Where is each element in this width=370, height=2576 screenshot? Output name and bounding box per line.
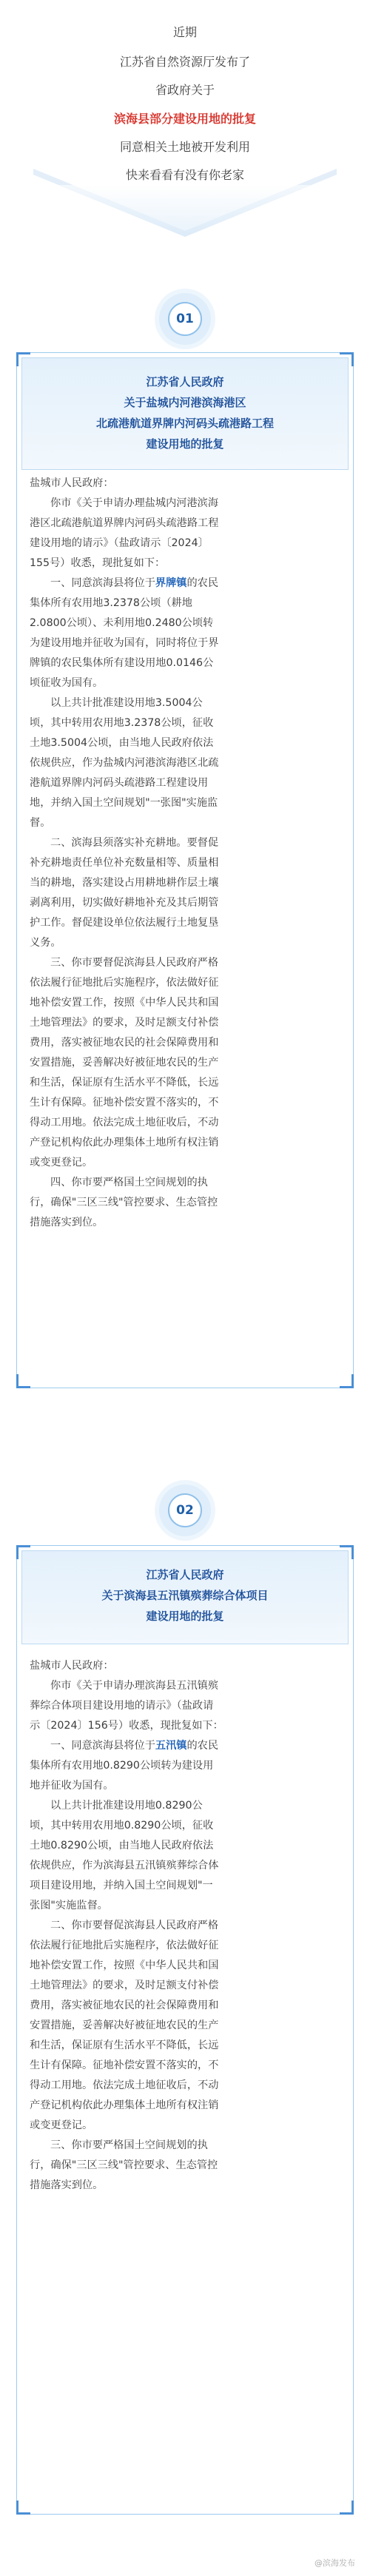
paragraph-line: 行，确保"三区三线"管控要求、生态管控 [30,2159,218,2171]
section-2-title-line: 关于滨海县五汛镇殡葬综合体项目 [101,1589,269,1602]
paragraph-line: 二、滨海县须落实补充耕地。要督促 [50,837,219,849]
paragraph-line: 土地管理法》的要求，及时足额支付补偿 [30,1980,219,1991]
paragraph-line: 155号）收悉，现批复如下： [30,557,166,569]
paragraph-line: 建设用地的请示》（盐政请示〔2024〕 [30,537,209,549]
intro-line-2: 江苏省自然资源厅发布了 [119,55,250,69]
paragraph-line: 剥离利用，切实做好耕地补充及其后期管 [30,897,219,909]
paragraph-line: 督。 [30,817,51,829]
paragraph-line: 依法履行征地批后实施程序，依法做好征 [30,977,219,989]
paragraph-line: 措施落实到位。 [30,1217,104,1228]
paragraph-line: 集体所有农用地3.2378公顷（耕地 [30,597,192,609]
paragraph-line: 集体所有农用地0.8290公顷转为建设用 [30,1760,214,1772]
section-2-title-line: 建设用地的批复 [146,1610,224,1623]
paragraph-line: 土地0.8290公顷，由当地人民政府依法 [30,1840,214,1852]
paragraph-line: 费用，落实被征地农民的社会保障费用和 [30,2000,219,2011]
paragraph-line: 地补偿安置工作，按照《中华人民共和国 [30,1960,219,1971]
paragraph-line: 或变更登记。 [30,1157,93,1168]
paragraph-line: 以上共计批准建设用地3.5004公 [50,697,203,709]
paragraph-line: 葬综合体项目建设用地的请示》（盐政请 [30,1700,214,1712]
section-2-title-line: 江苏省人民政府 [146,1568,224,1581]
paragraph-line: 2.0800公顷）、未利用地0.2480公顷转 [30,617,214,629]
paragraph-line: 义务。 [30,937,61,949]
paragraph-line: 安置措施，妥善解决好被征地农民的生产 [30,2020,219,2031]
footer-watermark: @滨海发布 [314,2558,355,2568]
paragraph-line: 一、同意滨海县将位于五汛镇的农民 [50,1740,219,1752]
paragraph-line: 港区北疏港航道界牌内河码头疏港路工程 [30,517,219,529]
paragraph-line: 措施落实到位。 [30,2179,104,2191]
salutation: 盐城市人民政府： [30,477,114,489]
paragraph-line: 四、你市要严格国土空间规划的执 [50,1177,208,1188]
paragraph-line: 当的耕地，落实建设占用耕地耕作层土壤 [30,877,219,889]
intro-line-6: 快来看看有没有你老家 [125,168,244,182]
paragraph-line: 地，并纳入国土空间规划"一张图"实施监 [30,797,218,809]
paragraph-line: 费用，落实被征地农民的社会保障费用和 [30,1037,219,1049]
intro-highlight-line: 滨海县部分建设用地的批复 [113,112,256,126]
paragraph-line: 行，确保"三区三线"管控要求、生态管控 [30,1197,218,1208]
paragraph-line: 示〔2024〕156号）收悉，现批复如下： [30,1720,223,1732]
section-1-title-line: 建设用地的批复 [146,437,224,451]
paragraph-line: 生计有保障。征地补偿安置不落实的，不 [30,1097,219,1109]
section-2-badge [159,1484,211,1536]
paragraph-line: 张图"实施监督。 [30,1900,108,1911]
paragraph-line: 和生活，保证原有生活水平不降低，长远 [30,1077,219,1089]
paragraph-line: 土地3.5004公顷，由当地人民政府依法 [30,737,214,749]
paragraph-line: 得动工用地。依法完成土地征收后，不动 [30,2079,219,2091]
section-1-title-line: 关于盐城内河港滨海港区 [124,396,246,409]
paragraph-line: 顷，其中转用农用地3.2378公顷，征收 [30,717,214,729]
salutation: 盐城市人民政府： [30,1660,114,1672]
down-arrow-decoration [0,0,370,244]
paragraph-line: 港航道界牌内河码头疏港路工程建设用 [30,777,209,789]
paragraph-line: 依法履行征地批后实施程序，依法做好征 [30,1940,219,1951]
paragraph-line: 产登记机构依此办理集体土地所有权注销 [30,2099,219,2111]
paragraph-line: 三、你市要严格国土空间规划的执 [50,2139,208,2151]
paragraph-line: 补充耕地责任单位补充数量相等、质量相 [30,857,219,869]
paragraph-line: 牌镇的农民集体所有建设用地0.0146公 [30,657,214,669]
paragraph-line: 依规供应，作为滨海县五汛镇殡葬综合体 [30,1860,219,1872]
paragraph-line: 你市《关于申请办理盐城内河港滨海 [50,497,219,509]
paragraph-line: 地补偿安置工作，按照《中华人民共和国 [30,997,219,1009]
paragraph-line: 项目建设用地，并纳入国土空间规划"一 [30,1880,213,1891]
paragraph-line: 得动工用地。依法完成土地征收后，不动 [30,1117,219,1129]
paragraph-line: 产登记机构依此办理集体土地所有权注销 [30,1137,219,1149]
section-1-title-box [21,357,349,470]
paragraph-line: 土地管理法》的要求，及时足额支付补偿 [30,1017,219,1029]
paragraph-line: 和生活，保证原有生活水平不降低，长远 [30,2039,219,2051]
paragraph-line: 你市《关于申请办理滨海县五汛镇殡 [50,1680,219,1692]
section-1-badge [159,293,211,345]
paragraph-line: 生计有保障。征地补偿安置不落实的，不 [30,2059,219,2071]
paragraph-line: 护工作。督促建设单位依法履行土地复垦 [30,917,219,929]
intro-line-5: 同意相关土地被开发利用 [119,140,250,154]
paragraph-line: 地并征收为国有。 [30,1780,114,1792]
paragraph-line: 一、同意滨海县将位于界牌镇的农民 [50,577,219,589]
paragraph-line: 以上共计批准建设用地0.8290公 [50,1800,203,1812]
paragraph-line: 依规供应，作为盐城内河港滨海港区北疏 [30,757,219,769]
section-1-number: 01 [168,302,202,336]
place-highlight: 界牌镇 [155,577,187,589]
paragraph-line: 三、你市要督促滨海县人民政府严格 [50,957,219,969]
section-1-title-line: 江苏省人民政府 [146,375,224,389]
paragraph-line: 二、你市要督促滨海县人民政府严格 [50,1920,219,1931]
intro-line-1: 近期 [172,25,197,39]
section-2-number: 02 [168,1493,202,1527]
section-2-title-box [21,1550,349,1644]
place-highlight: 五汛镇 [155,1740,187,1752]
paragraph-line: 或变更登记。 [30,2119,93,2131]
section-1-title-line: 北疏港航道界牌内河码头疏港路工程 [95,417,274,430]
paragraph-line: 安置措施，妥善解决好被征地农民的生产 [30,1057,219,1069]
paragraph-line: 顷征收为国有。 [30,677,104,689]
intro-line-3: 省政府关于 [155,83,215,97]
paragraph-line: 为建设用地并征收为国有，同时将位于界 [30,637,219,649]
paragraph-line: 顷，其中转用农用地0.8290公顷，征收 [30,1820,214,1832]
